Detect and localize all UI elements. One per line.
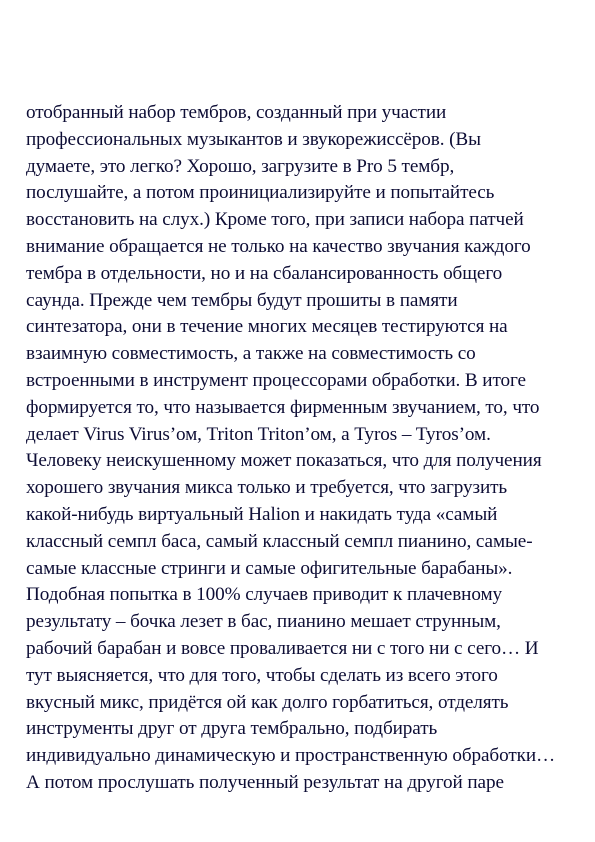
text-line: встроенными в инструмент процессорами обработки. В итоге — [26, 369, 526, 391]
text-line: инструменты друг от друга тембрально, подбирать — [26, 718, 438, 740]
text-line: формируется то, что называется фирменным звучанием, то, что — [26, 396, 540, 418]
text-line: хорошего звучания микса только и требуется, что загрузить — [26, 477, 508, 499]
text-line: индивидуально динамическую и пространственную обработки… — [26, 745, 556, 767]
text-line: профессиональных музыкантов и звукорежиссёров. (Вы — [26, 128, 481, 150]
text-line: саунда. Прежде чем тембры будут прошиты в памяти — [26, 289, 458, 311]
text-line: делает Virus Virus’ом, Triton Triton’ом, а Tyros – Tyros’ом. — [26, 423, 491, 445]
text-line: отобранный набор тембров, созданный при участии — [26, 102, 447, 123]
text-line: какой-нибудь виртуальный Halion и накидать туда «самый — [26, 503, 498, 525]
text-line: взаимную совместимость, а также на совместимость со — [26, 343, 476, 365]
text-line: А потом прослушать полученный результат на другой паре — [26, 771, 504, 793]
text-line: Человеку неискушенному может показаться, что для получения — [26, 450, 542, 472]
text-line: синтезатора, они в течение многих месяцев тестируются на — [26, 316, 508, 338]
body-text — [26, 100, 586, 797]
text-line: рабочий барабан и вовсе проваливается ни с того ни с сего… И — [26, 637, 539, 659]
text-line: внимание обращается не только на качество звучания каждого — [26, 235, 531, 257]
text-line: самые классные стринги и самые офигительные барабаны». — [26, 557, 513, 579]
text-line: результату – бочка лезет в бас, пианино мешает струнным, — [26, 611, 501, 633]
text-line: восстановить на слух.) Кроме того, при записи набора патчей — [26, 209, 524, 231]
text-line: Подобная попытка в 100% случаев приводит к плачевному — [26, 584, 502, 606]
text-line: тут выясняется, что для того, чтобы сделать из всего этого — [26, 664, 498, 686]
text-line: думаете, это легко? Хорошо, загрузите в Pro 5 тембр, — [26, 155, 455, 177]
text-line: классный семпл баса, самый классный семпл пианино, самые- — [26, 530, 533, 552]
text-line: вкусный микс, придётся ой как долго горбатиться, отделять — [26, 691, 509, 713]
text-line: послушайте, а потом проинициализируйте и попытайтесь — [26, 182, 495, 204]
text-line: тембра в отдельности, но и на сбалансированность общего — [26, 262, 503, 284]
